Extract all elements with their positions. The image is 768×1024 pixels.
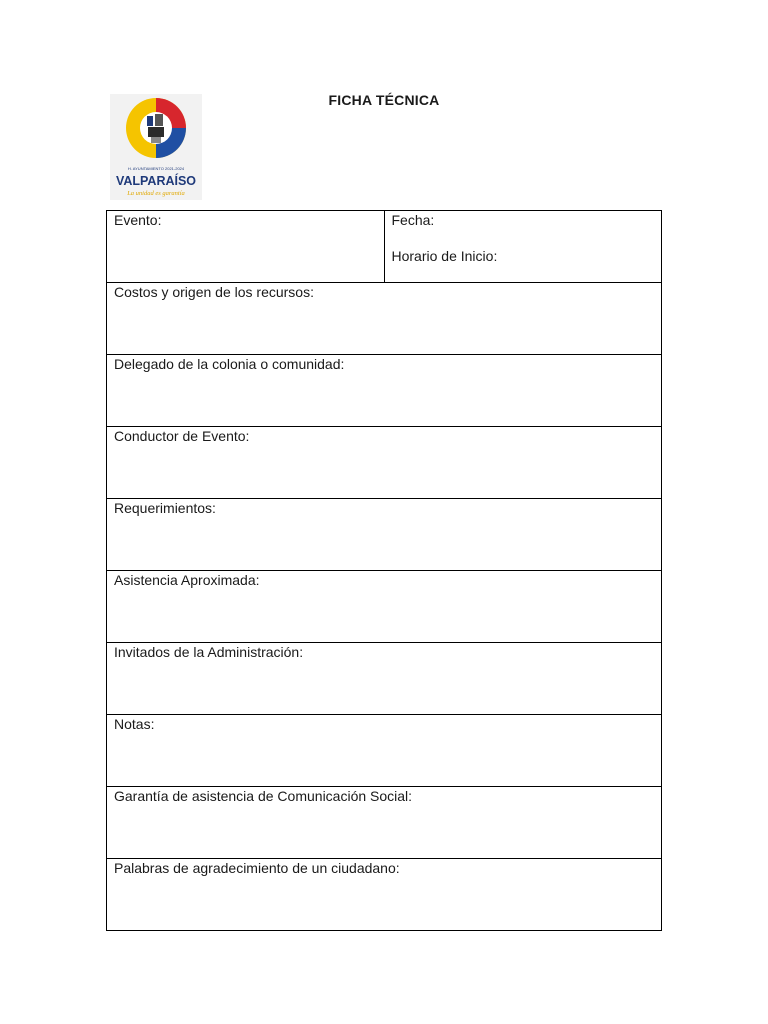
form-field-delegado[interactable]: [107, 355, 662, 427]
form-field-requerimientos[interactable]: [107, 499, 662, 571]
form-row-requerimientos: [107, 499, 662, 571]
conductor-label: Conductor de Evento:: [114, 428, 250, 444]
evento-label: Evento:: [114, 212, 162, 228]
asistencia-label: Asistencia Aproximada:: [114, 572, 260, 588]
notas-label: Notas:: [114, 716, 155, 732]
ficha-tecnica-form: [106, 210, 662, 931]
logo-header-text: H. AYUNTAMIENTO 2021-2024: [127, 166, 185, 171]
form-row-palabras: [107, 859, 662, 931]
form-field-palabras[interactable]: [107, 859, 662, 931]
form-row-asistencia: [107, 571, 662, 643]
form-row-garantia: [107, 787, 662, 859]
form-row-notas: [107, 715, 662, 787]
fecha-label: Fecha:: [391, 212, 435, 228]
form-row-delegado: [107, 355, 662, 427]
form-field-evento[interactable]: [107, 211, 385, 283]
invitados-label: Invitados de la Administración:: [114, 644, 304, 660]
horario-inicio-label: Horario de Inicio:: [391, 248, 498, 264]
form-row-evento: [107, 211, 662, 283]
delegado-label: Delegado de la colonia o comunidad:: [114, 356, 345, 372]
form-field-notas[interactable]: [107, 715, 662, 787]
form-row-costos: [107, 283, 662, 355]
form-field-garantia[interactable]: [107, 787, 662, 859]
logo-slogan-text: La unidad es garantía: [127, 190, 185, 197]
form-field-fecha-horario[interactable]: [384, 211, 662, 283]
document-title: FICHA TÉCNICA: [328, 92, 440, 108]
logo-name-text: VALPARAÍSO: [115, 174, 197, 188]
form-field-conductor[interactable]: [107, 427, 662, 499]
valparaiso-logo: [110, 94, 202, 200]
form-field-costos[interactable]: [107, 283, 662, 355]
valparaiso-logo-graphic: [110, 94, 202, 200]
form-field-invitados[interactable]: [107, 643, 662, 715]
garantia-label: Garantía de asistencia de Comunicación Social:: [114, 788, 413, 804]
palabras-label: Palabras de agradecimiento de un ciudadano:: [114, 860, 400, 876]
form-row-invitados: [107, 643, 662, 715]
form-row-conductor: [107, 427, 662, 499]
form-field-asistencia[interactable]: [107, 571, 662, 643]
costos-label: Costos y origen de los recursos:: [114, 284, 314, 300]
requerimientos-label: Requerimientos:: [114, 500, 216, 516]
